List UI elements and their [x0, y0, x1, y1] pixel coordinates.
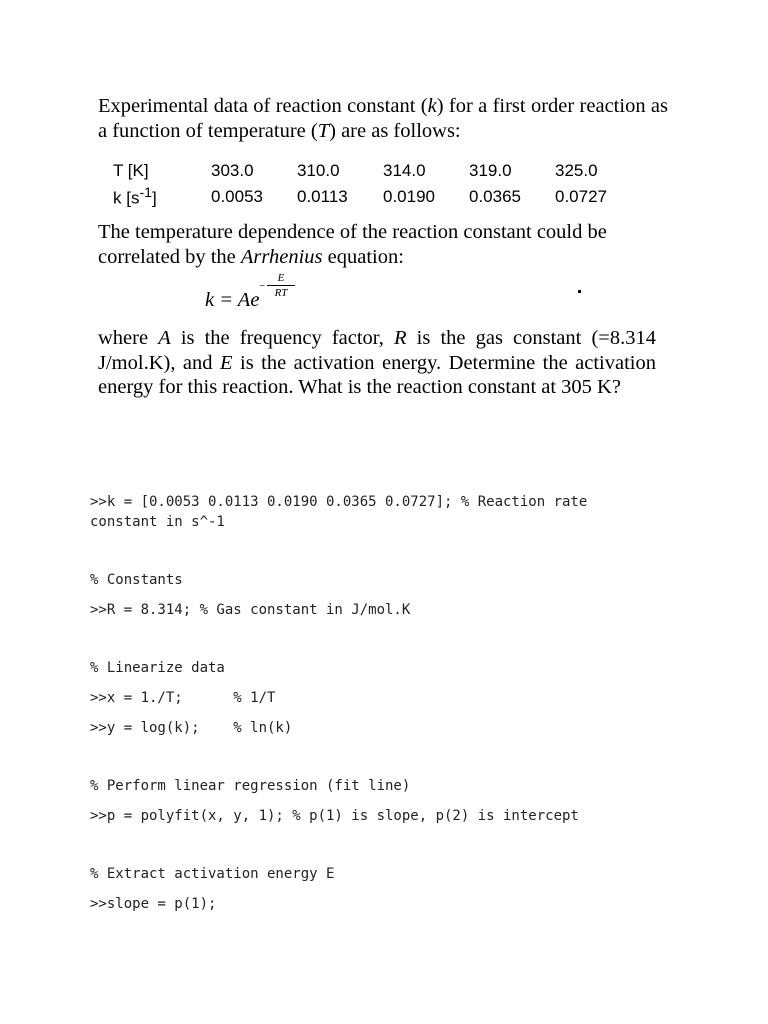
code-line: % Constants [90, 572, 183, 588]
data-table [113, 158, 641, 210]
exponent-numerator: E [277, 272, 285, 284]
code-line: >>y = log(k); % ln(k) [90, 720, 293, 736]
stray-dot [578, 290, 581, 293]
question-paragraph: where A is the frequency factor, R is the gas constant (=8.314 J/mol.K), and E is the activation energy. Determine the activation energy for this reaction. What is the reaction constant at 305 K? [98, 327, 656, 398]
code-line: % Perform linear regression (fit line) [90, 778, 411, 794]
table-cell: 319.0 [469, 161, 512, 180]
problem-intro [98, 94, 668, 143]
table-cell: 0.0053 [211, 187, 263, 206]
exponent-denominator: RT [274, 287, 288, 299]
table-cell: 0.0113 [297, 187, 348, 206]
code-line: >>k = [0.0053 0.0113 0.0190 0.0365 0.0727]; % Reaction rate constant in s^-1 [90, 494, 596, 530]
code-line: >>x = 1./T; % 1/T [90, 690, 276, 706]
code-line: % Linearize data [90, 660, 225, 676]
table-cell: 0.0190 [383, 187, 435, 206]
problem-intro-text: Experimental data of reaction constant (k) for a first order reaction as a function of temperature (T) are as follows: [98, 95, 668, 142]
code-line: >>p = polyfit(x, y, 1); % p(1) is slope, p(2) is intercept [90, 808, 579, 824]
table-cell: 0.0727 [555, 187, 607, 206]
equation-exponent [259, 272, 295, 299]
fraction-bar [267, 285, 295, 286]
table-label-rate-constant: k $[s^{-1}]$ [113, 185, 157, 208]
arrhenius-equation [205, 272, 325, 316]
code-line: >>slope = p(1); [90, 896, 217, 912]
table-row-rate-constant [113, 184, 641, 210]
code-line: >>R = 8.314; % Gas constant in J/mol.K [90, 602, 411, 618]
table-label-temperature: T [K] [113, 161, 149, 180]
table-cell: 310.0 [297, 161, 340, 180]
table-row-temperature [113, 158, 641, 184]
exponent-minus: − [259, 280, 266, 292]
code-block [90, 492, 650, 914]
equation-main: k = Ae [205, 289, 260, 311]
code-line: % Extract activation energy E [90, 866, 335, 882]
table-cell: 303.0 [211, 161, 254, 180]
table-cell: 0.0365 [469, 187, 521, 206]
table-cell: 325.0 [555, 161, 598, 180]
arrhenius-paragraph: The temperature dependence of the reaction constant could be correlated by the Arrhenius equation: [98, 221, 607, 268]
table-cell: 314.0 [383, 161, 426, 180]
